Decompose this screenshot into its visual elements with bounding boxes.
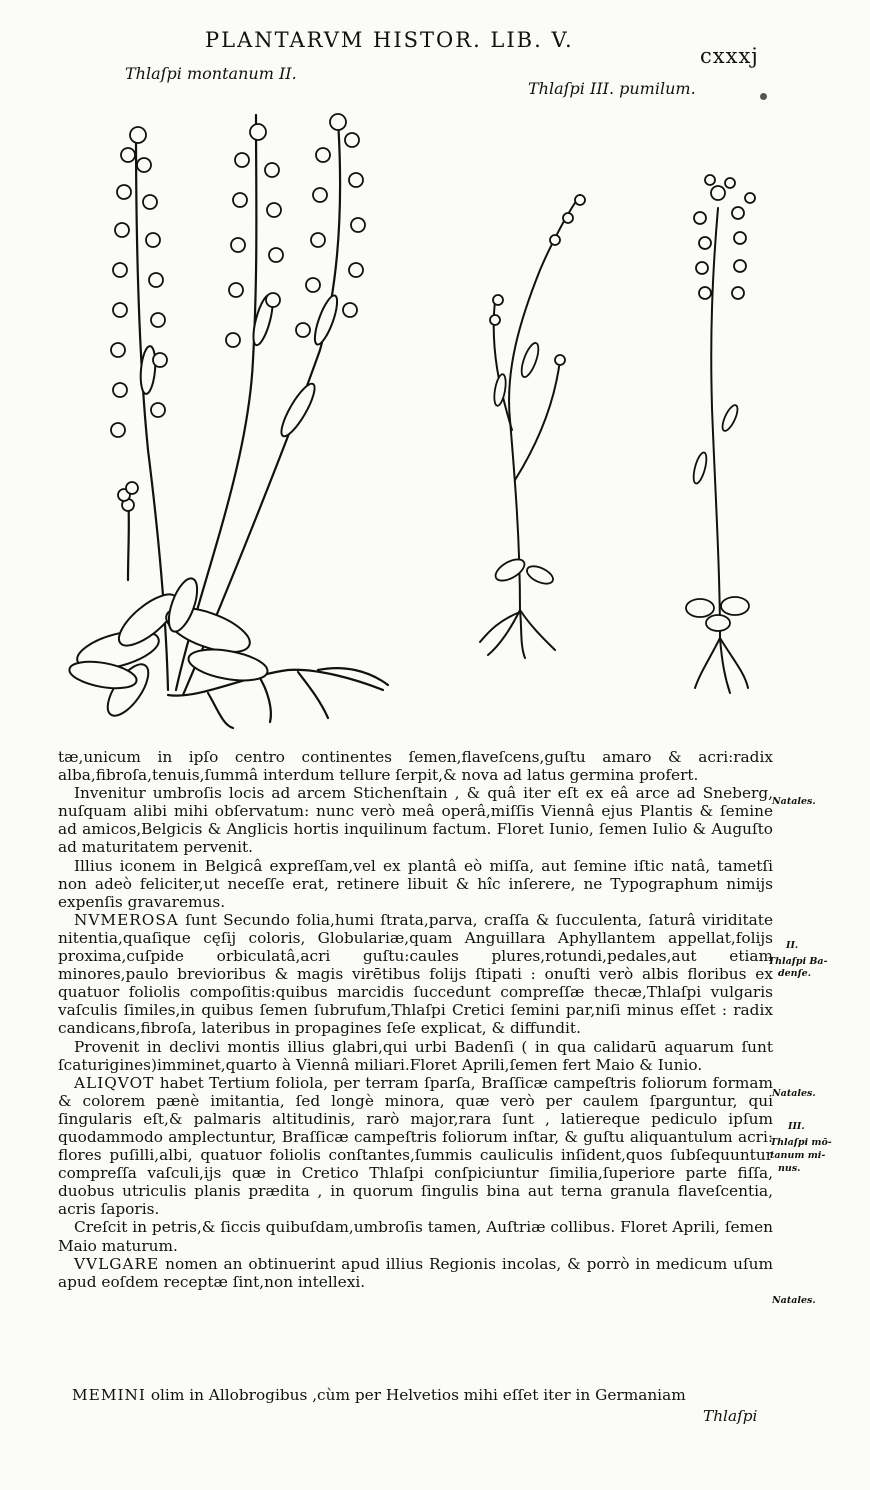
paragraph-icon: Illius iconem in Belgicâ expreſſam,vel ex plantâ eò miſſa, aut ſemine iſtic natâ, tametſi non adeò feliciter,ut neceſſe erat, retinere libuit & hîc inſerere, ne Typographum nimijs expenſis gravaremus. [58,856,773,911]
margin-thlaspi-badense-1: Thlaſpi Ba- [768,956,828,967]
paragraph-vulgare-text: nomen an obtinuerint apud illius Regionis incolas, & porrò in medicum uſum apud eoſdem receptæ ſint,non intellexi. [58,1254,773,1291]
paragraph-memini [72,1386,686,1404]
folio-number: cxxxj [700,44,759,68]
paragraph-second-text: ſunt Secundo folia,humi ſtrata,parva, craſſa & ſucculenta, ſaturâ viriditate nitentia,quaſique cęſij coloris, Globulariæ,quam Anguillara Aphyllantem appellat,folijs proxima,cuſpide orbiculatâ,acri guſtu:caules plures,rotundi,pedales,aut etiam minores,paulo brevioribus & magis virētibus folijs ſtipati : onuſti verò albis floribus ex quatuor foliolis compoſitis:quibus marcidis ſuccedunt compreſſæ thecæ,Thlaſpi vulgaris vaſculis ſimiles,in quibus ſemen ſubrufum,Thlaſpi Cretici ſemini par,niſi minus eſſet : radix candicans,fibroſa, lateribus in propagines ſeſe explicat, & diffundit. [58,910,773,1038]
margin-number-2: II. [786,940,799,951]
margin-natales-2: Natales. [772,1088,816,1099]
margin-natales-3: Natales. [772,1295,816,1306]
lead-word-numerosa: NVMEROSA [74,910,179,929]
paragraph-third [58,1074,773,1219]
paragraph-continuation: tæ,unicum in ipſo centro continentes ſemen,flaveſcens,guſtu amaro & acri:radix alba,fibroſa,tenuis,ſummâ interdum tellure ſerpit,& nova ad latus germina profert. [58,748,773,785]
margin-natales-1: Natales. [772,796,816,807]
margin-thlaspi-montanum-1: Thlaſpi mō- [770,1137,832,1148]
woodcut-thlaspi-pumilum-illustration [660,168,790,708]
paragraph-third-text: habet Tertium foliola, per terram ſparſa, Braſſicæ campeſtris foliorum formam & colorem pænè imitantia, ſed longè minora, quæ verò per caulem ſparguntur, qui ſingularis eſt,& palmaris altitudinis, rarò major,rara ſunt , latiereque pediculo ipſum quodammodo amplectuntur, Braſſicæ campeſtris foliorum inſtar, & guſtu aliquantulum acri: flores puſilli,albi, quatuor foliolis conſtantes,ſummis cauliculis inſident,quos ſubſequuntur compreſſa vaſculi,ijs quæ in Cretico Thlaſpi conſpiciuntur ſimilia,ſuperiore parte fiſſa, duobus utriculis planis prædita , in quorum ſingulis bina aut terna granula flaveſcentia, acris ſaporis. [58,1073,773,1219]
paragraph-habitat-3: Creſcit in petris,& ſiccis quibuſdam,umbroſis tamen, Auſtriæ collibus. Floret Aprili, ſemen Maio maturum. [58,1218,773,1255]
page-smudge [760,93,767,100]
lead-word-vulgare: VVLGARE [74,1254,160,1273]
running-title: PLANTARVM HISTOR. LIB. V. [205,28,574,52]
paragraph-vulgare [58,1255,773,1291]
margin-thlaspi-badense-2: denſe. [778,968,812,979]
woodcut-thlaspi-montanum-illustration [58,110,398,730]
lead-word-aliquot: ALIQVOT [74,1073,155,1092]
catchword: Thlaſpi [703,1407,758,1425]
woodcut-thlaspi-middle-illustration [460,180,620,660]
paragraph-memini-text: olim in Allobrogibus ,cùm per Helvetios mihi eſſet iter in Germaniam [145,1386,686,1404]
paragraph-habitat-1: Invenitur umbroſis locis ad arcem Stichenſtain , & quâ iter eſt ex eâ arce ad Sneberg, nuſquam alibi mihi obſervatum: nunc verò meâ operâ,miſſis Viennâ ejus Plantis & ſemine ad amicos,Belgicis & Anglicis hortis inquilinum factum. Floret Iunio, ſemen Iulio & Auguſto ad maturitatem pervenit. [58,784,773,857]
caption-thlaspi-montanum: Thlaſpi montanum II. [125,64,297,83]
caption-thlaspi-pumilum: Thlaſpi III. pumilum. [528,79,696,98]
paragraph-habitat-2: Provenit in declivi montis illius glabri,qui urbi Badenſi ( in qua calidarū aquarum ſunt ſcaturigines)imminet,quarto à Viennâ miliari.Floret Aprili,ſemen fert Maio & Iunio. [58,1037,773,1074]
margin-thlaspi-montanum-3: nus. [778,1163,801,1174]
body-text [58,748,773,1291]
paragraph-second [58,911,773,1038]
margin-thlaspi-montanum-2: tanum mi- [770,1150,826,1161]
lead-word-memini: MEMINI [72,1386,146,1404]
margin-number-3: III. [788,1121,805,1132]
